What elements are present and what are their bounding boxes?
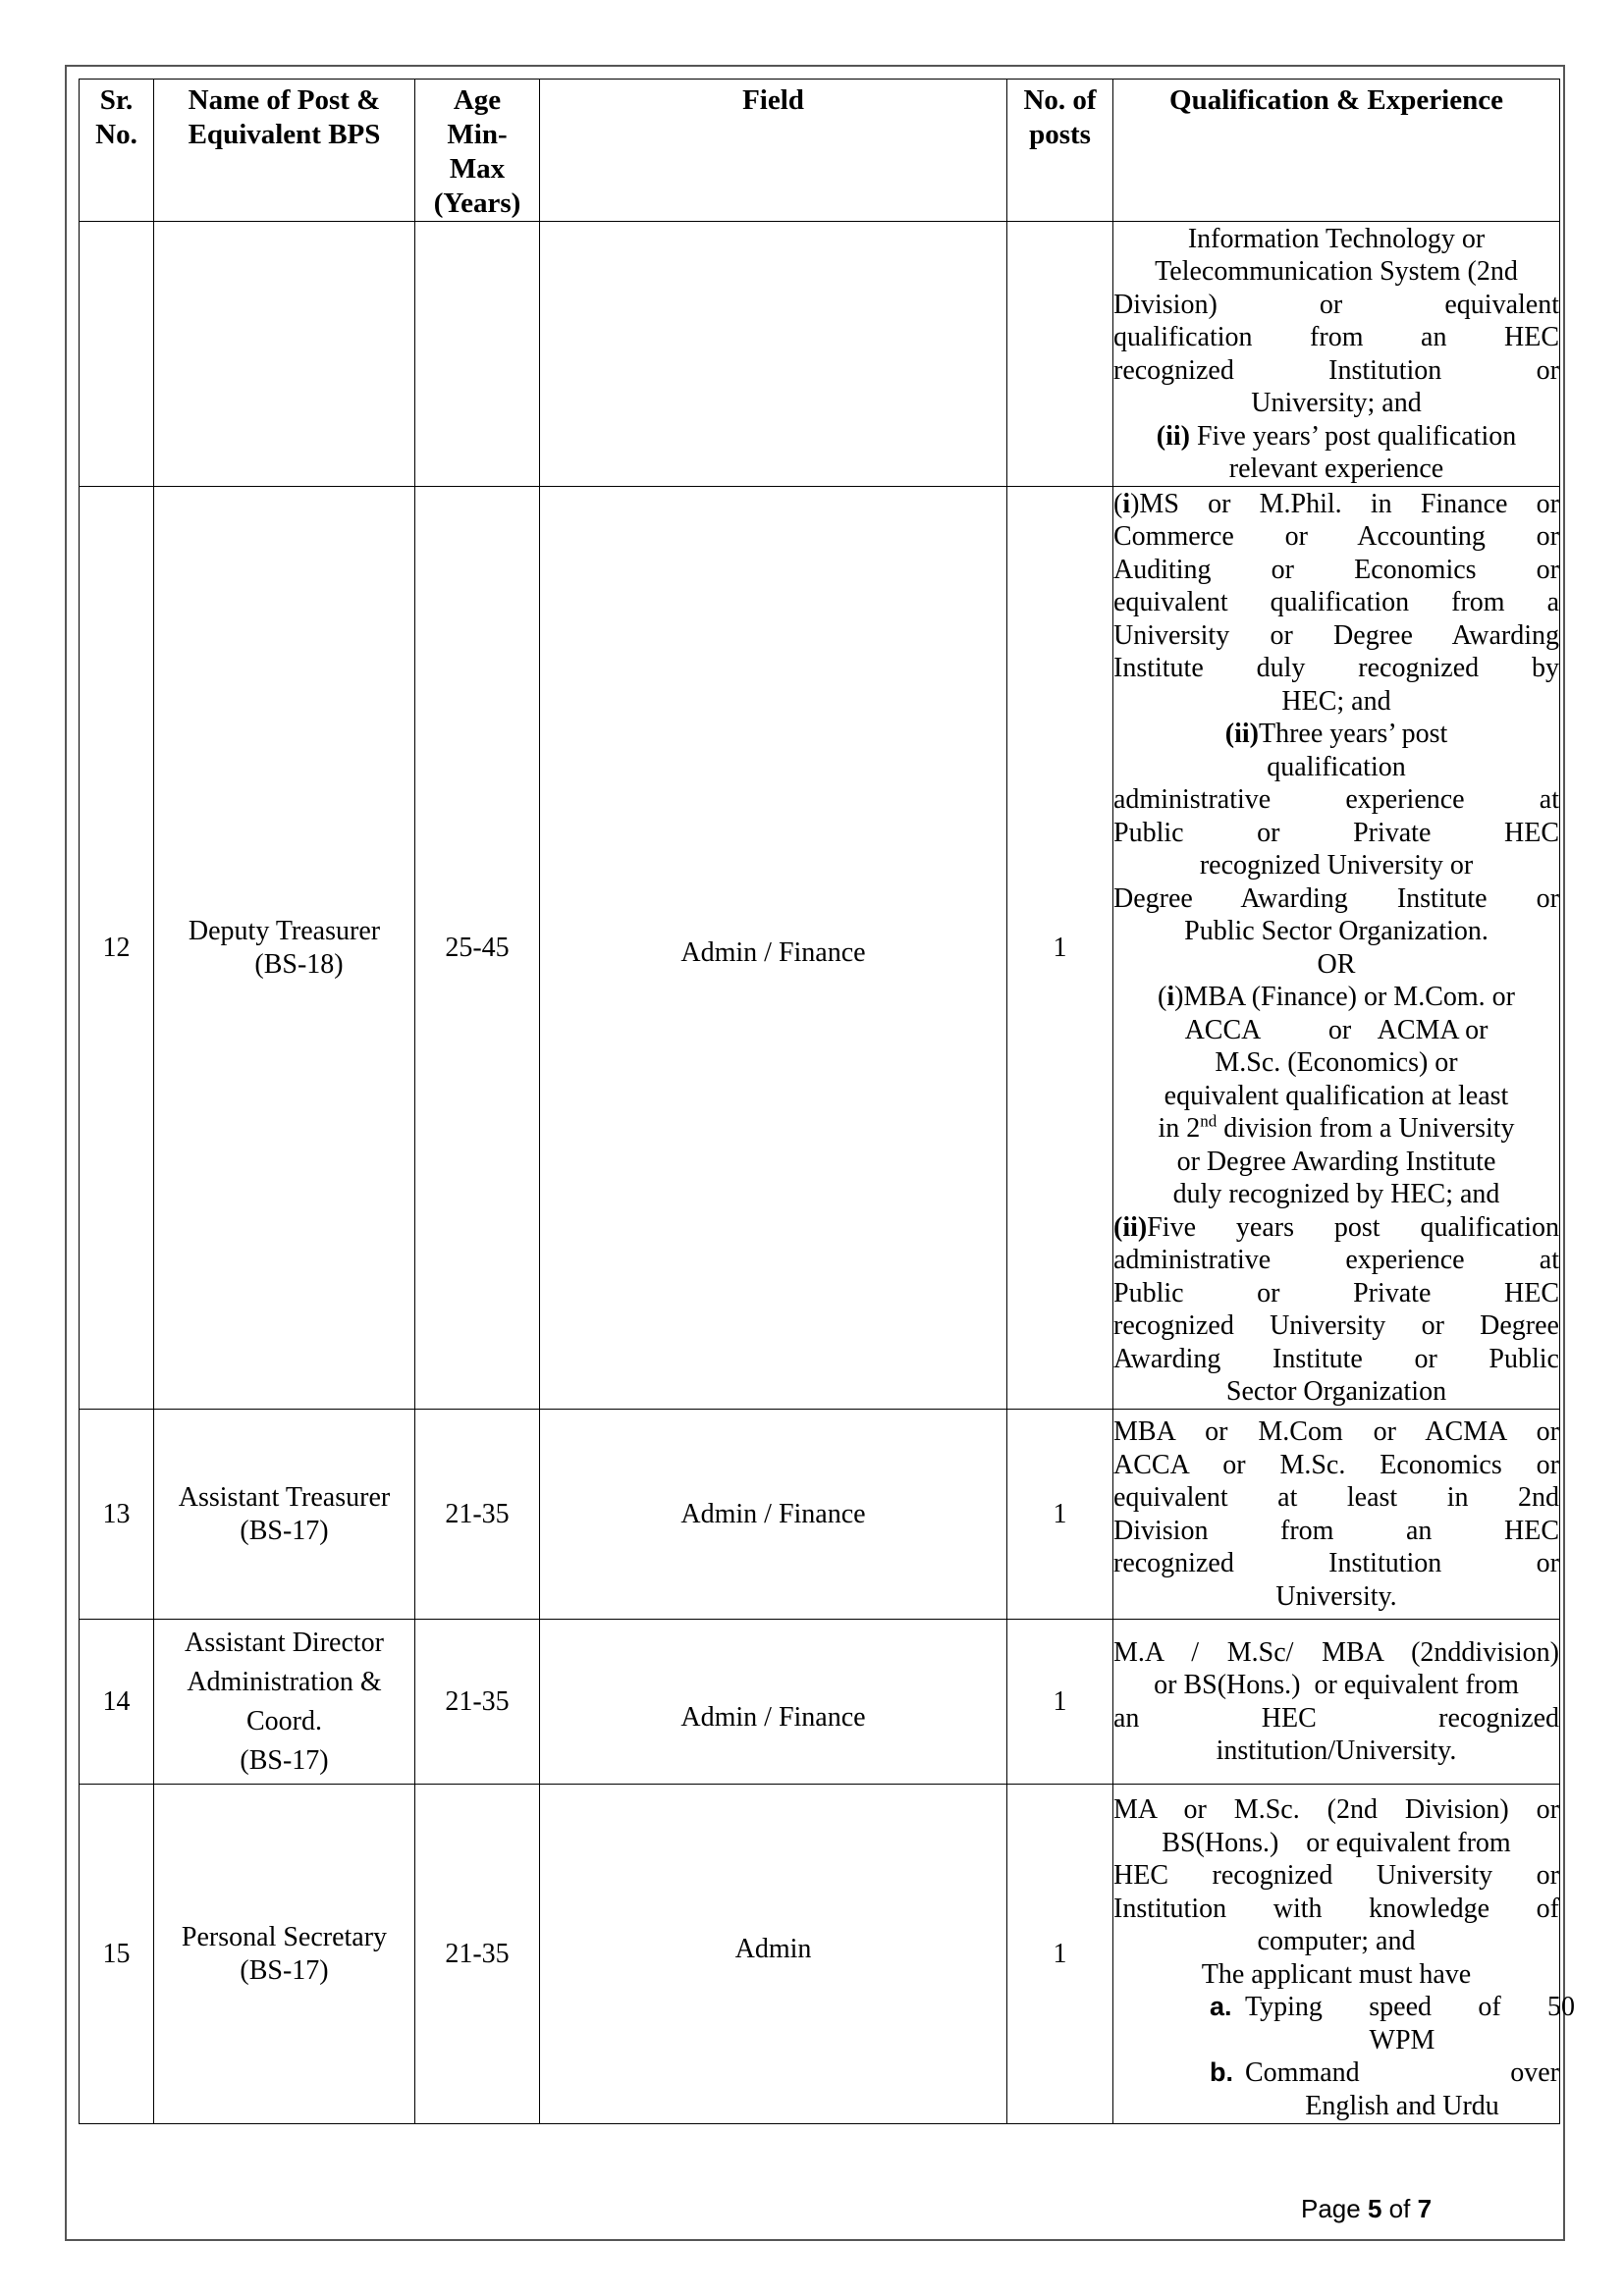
table-row-13 [80,1410,1560,1620]
cell-qualification: MA or M.Sc. (2nd Division) or BS(Hons.) or equivalent from HEC recognized University or Institution with knowledge of computer; and The applicant must have a. Typing speed of 50 WPM b. Command over English and Urdu [1113,1785,1560,2124]
cell-field: Admin [540,1785,1007,2124]
cell-age: 21-35 [415,1785,540,2124]
cell-qualification: Information Technology or Telecommunication System (2nd Division) or equivalent qualification from an HEC recognized Institution or University; and (ii) Five years’ post qualification relevant experience [1113,222,1560,487]
cell-sr: 12 [80,487,154,1410]
cell-sr [80,222,154,487]
cell-posts: 1 [1007,487,1113,1410]
header-field: Field [540,80,1007,222]
cell-sr: 15 [80,1785,154,2124]
cell-post-name: Deputy Treasurer (BS-18) [154,487,415,1410]
cell-post-name: Assistant Director Administration & Coord. (BS-17) [154,1620,415,1785]
cell-age [415,222,540,487]
cell-sr: 13 [80,1410,154,1620]
cell-sr: 14 [80,1620,154,1785]
cell-posts: 1 [1007,1410,1113,1620]
cell-post-name: Personal Secretary (BS-17) [154,1785,415,2124]
cell-post-name [154,222,415,487]
cell-posts: 1 [1007,1785,1113,2124]
cell-post-name: Assistant Treasurer (BS-17) [154,1410,415,1620]
page-number: Page 5 of 7 [1301,2194,1433,2223]
cell-qualification: MBA or M.Com or ACMA or ACCA or M.Sc. Economics or equivalent at least in 2nd Division from an HEC recognized Institution or University. [1113,1410,1560,1620]
cell-age: 21-35 [415,1620,540,1785]
cell-age: 25-45 [415,487,540,1410]
posts-table [79,79,1575,2124]
cell-field [540,222,1007,487]
cell-posts: 1 [1007,1620,1113,1785]
table-header-row [80,80,1560,222]
cell-age: 21-35 [415,1410,540,1620]
table-row-15 [80,1785,1560,2124]
cell-field: Admin / Finance [540,487,1007,1410]
header-qualification: Qualification & Experience [1113,80,1560,222]
or-separator: OR [1317,948,1356,980]
table-row-continuation [80,222,1560,487]
cell-qualification: M.A / M.Sc/ MBA (2nddivision) or BS(Hons.) or equivalent from an HEC recognized institution/University. [1113,1620,1560,1785]
cell-qualification: (i)MS or M.Phil. in Finance or Commerce or Accounting or Auditing or Economics or equivalent qualification from a University or Degree Awarding Institute duly recognized by HEC; and (ii)Three years’ post qualification administrative experience at Public or Private HEC recognized University or Degree Awarding Institute or Public Sector Organization. OR (i)MBA (Finance) or M.Com. or ACCA or ACMA or M.Sc. (Economics) or equivalent qualification at least in 2nd division from a University or Degree Awarding Institute duly recognized by HEC; and (ii)Five years post qualification administrative experience at Public or Private HEC recognized University or Degree Awarding Institute or Public Sector Organization [1113,487,1560,1410]
cell-posts [1007,222,1113,487]
cell-field: Admin / Finance [540,1410,1007,1620]
header-post-name: Name of Post & Equivalent BPS [154,80,415,222]
table-row-14 [80,1620,1560,1785]
header-sr-no: Sr. No. [80,80,154,222]
table-row-12 [80,487,1560,1410]
header-age: Age Min- Max (Years) [415,80,540,222]
cell-field: Admin / Finance [540,1620,1007,1785]
header-no-of-posts: No. of posts [1007,80,1113,222]
list-marker-b: b. [1210,2057,1233,2087]
list-marker-a: a. [1210,1992,1232,2021]
